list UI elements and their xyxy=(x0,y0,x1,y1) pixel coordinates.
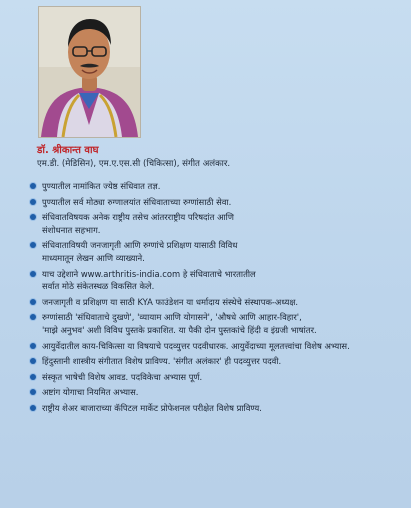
list-item xyxy=(30,371,405,384)
bullet-icon xyxy=(30,358,36,364)
bullet-icon xyxy=(30,374,36,380)
list-item xyxy=(30,355,405,368)
bullet-icon xyxy=(30,299,36,305)
item-text: आयुर्वेदातील काय-चिकित्सा या विषयाचे पदव्युत्तर पदवीधारक. आयुर्वेदाच्या मूलतत्त्वांचा विशेष अभ्यास. xyxy=(42,340,350,351)
list-item xyxy=(30,268,405,293)
item-text: हिंदुस्तानी शास्त्रीय संगीतात विशेष प्राविण्य. 'संगीत अलंकार' ही पदव्युत्तर पदवी. xyxy=(42,356,282,367)
item-text: पुण्यातील नामांकित ज्येष्ठ संधिवात तज्ञ. xyxy=(42,181,161,191)
item-text: सर्वात मोठे संकेतस्थळ विकसित केले. xyxy=(42,281,155,292)
item-text: रुग्णांसाठी 'संधिवाताचे दुखणे', 'व्यायाम आणि योगासने', 'औषधे आणि आहार-विहार', xyxy=(42,312,302,323)
item-text: संधिवाताविषयी जनजागृती आणि रुग्णांचे प्रशिक्षण यासाठी विविध xyxy=(42,240,238,251)
item-text: माध्यमातून लेखन आणि व्याख्याने. xyxy=(42,252,145,263)
list-item xyxy=(30,311,405,336)
bullet-icon xyxy=(30,343,36,349)
author-qualifications: एम.डी. (मेडिसिन), एम.ए.एस.सी (चिकित्सा), संगीत अलंकार. xyxy=(37,159,231,169)
item-text: अष्टांग योगाचा नियमित अभ्यास. xyxy=(42,387,139,398)
list-item xyxy=(30,196,405,209)
bullet-icon xyxy=(30,183,36,189)
item-text: संशोधनात सहभाग. xyxy=(42,224,101,235)
item-text: 'माझे अनुभव' अशी विविध पुस्तके प्रकाशित. या पैकी दोन पुस्तकांचे हिंदी व इंग्रजी भाषांतर. xyxy=(42,324,317,335)
item-text: याच उद्देशाने www.arthritis-india.com हे संधिवाताचे भारतातील xyxy=(42,268,256,279)
achievements-list xyxy=(30,180,405,415)
list-item xyxy=(30,296,405,309)
item-text: पुण्यातील सर्व मोठ्या रुग्णालयांत संधिवाताच्या रुग्णांसाठी सेवा. xyxy=(42,196,232,207)
bullet-icon xyxy=(30,405,36,411)
author-name: डॉ. श्रीकान्त वाघ xyxy=(37,145,99,156)
bullet-icon xyxy=(30,271,36,277)
item-text: संस्कृत भाषेची विशेष आवड. पदविकेचा अभ्यास पूर्ण. xyxy=(42,371,203,382)
bullet-icon xyxy=(30,199,36,205)
list-item xyxy=(30,239,405,264)
list-item xyxy=(30,402,405,415)
bullet-icon xyxy=(30,214,36,220)
bullet-icon xyxy=(30,314,36,320)
bullet-icon xyxy=(30,242,36,248)
list-item xyxy=(30,180,405,193)
item-text: जनजागृती व प्रशिक्षण या साठी KYA फाउंडेशन या धर्मादाय संस्थेचे संस्थापक-अध्यक्ष. xyxy=(42,296,298,307)
bullet-icon xyxy=(30,389,36,395)
list-item xyxy=(30,386,405,399)
item-text: संधिवातविषयक अनेक राष्ट्रीय तसेच आंतरराष्ट्रीय परिषदांत आणि xyxy=(42,212,234,223)
author-photo xyxy=(38,6,141,138)
item-text: राष्ट्रीय शेअर बाजाराच्या कॅपिटल मार्केट प्रोफेशनल परीक्षेत विशेष प्राविण्य. xyxy=(42,402,262,413)
list-item xyxy=(30,340,405,353)
list-item xyxy=(30,211,405,236)
